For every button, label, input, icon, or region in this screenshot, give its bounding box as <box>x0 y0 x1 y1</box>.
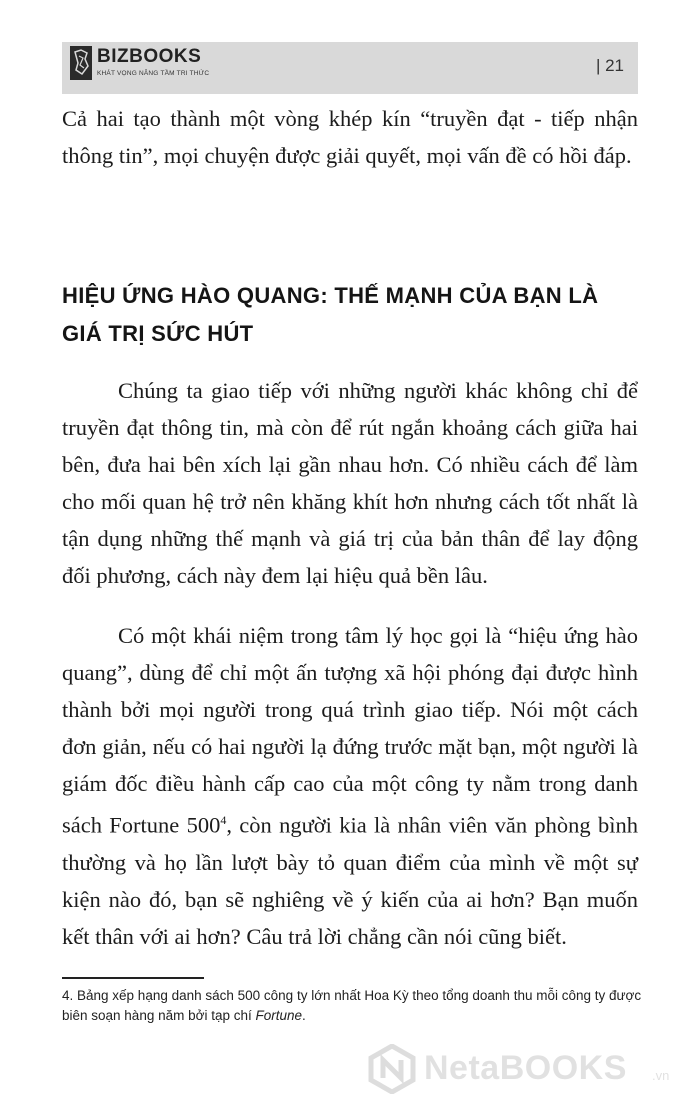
section-heading: HIỆU ỨNG HÀO QUANG: THẾ MẠNH CỦA BẠN LÀ GIÁ TRỊ SỨC HÚT <box>62 283 599 346</box>
footnote-end: . <box>302 1008 306 1023</box>
footnote-reference: 4 <box>220 813 227 827</box>
intro-paragraph: Cả hai tạo thành một vòng khép kín “truyền đạt - tiếp nhận thông tin”, mọi chuyện được giải quyết, mọi vấn đề có hồi đáp. <box>62 106 638 168</box>
brand-tagline: KHÁT VỌNG NÂNG TẦM TRI THỨC <box>97 70 210 77</box>
footnote <box>62 986 652 1026</box>
watermark <box>368 1044 688 1094</box>
footnote-italic: Fortune <box>255 1008 303 1023</box>
bizbooks-logo-icon <box>70 46 92 80</box>
watermark-text: NetaBOOKS <box>424 1049 627 1087</box>
paragraph-1: Chúng ta giao tiếp với những người khác không chỉ để truyền đạt thông tin, mà còn để rút ngắn khoảng cách giữa hai bên, đưa hai bên xích lại gần nhau hơn. Có nhiều cách để làm cho mối quan hệ trở nên khăng khít hơn nhưng cách tốt nhất là tận dụng những thế mạnh và giá trị của bản thân để lay động đối phương, cách này đem lại hiệu quả bền lâu. <box>62 378 638 588</box>
paragraph-2 <box>62 617 638 955</box>
paragraph-2-part-b: , còn người kia là nhân viên văn phòng bình thường và họ lần lượt bày tỏ quan điểm của mình về một sự kiện nào đó, bạn sẽ nghiêng về ý kiến của ai hơn? Bạn muốn kết thân với ai hơn? Câu trả lời chẳng cần nói cũng biết. <box>62 812 638 949</box>
paragraph-2-part-a: Có một khái niệm trong tâm lý học gọi là “hiệu ứng hào quang”, dùng để chỉ một ấn tượng xã hội phóng đại được hình thành bởi mọi người trong quá trình giao tiếp. Nói một cách đơn giản, nếu có hai người lạ đứng trước mặt bạn, một người là giám đốc điều hành cấp cao của một công ty nằm trong danh sách Fortune 500 <box>62 623 638 838</box>
page-number: | 21 <box>595 56 624 75</box>
brand-name: BIZBOOKS <box>97 46 202 67</box>
footnote-divider <box>62 977 204 979</box>
footnote-text: 4. Bảng xếp hạng danh sách 500 công ty lớn nhất Hoa Kỳ theo tổng doanh thu mỗi công ty được biên soạn hàng năm bởi tạp chí <box>62 988 642 1023</box>
watermark-suffix: .vn <box>652 1068 670 1083</box>
netabooks-logo-icon <box>368 1044 416 1094</box>
